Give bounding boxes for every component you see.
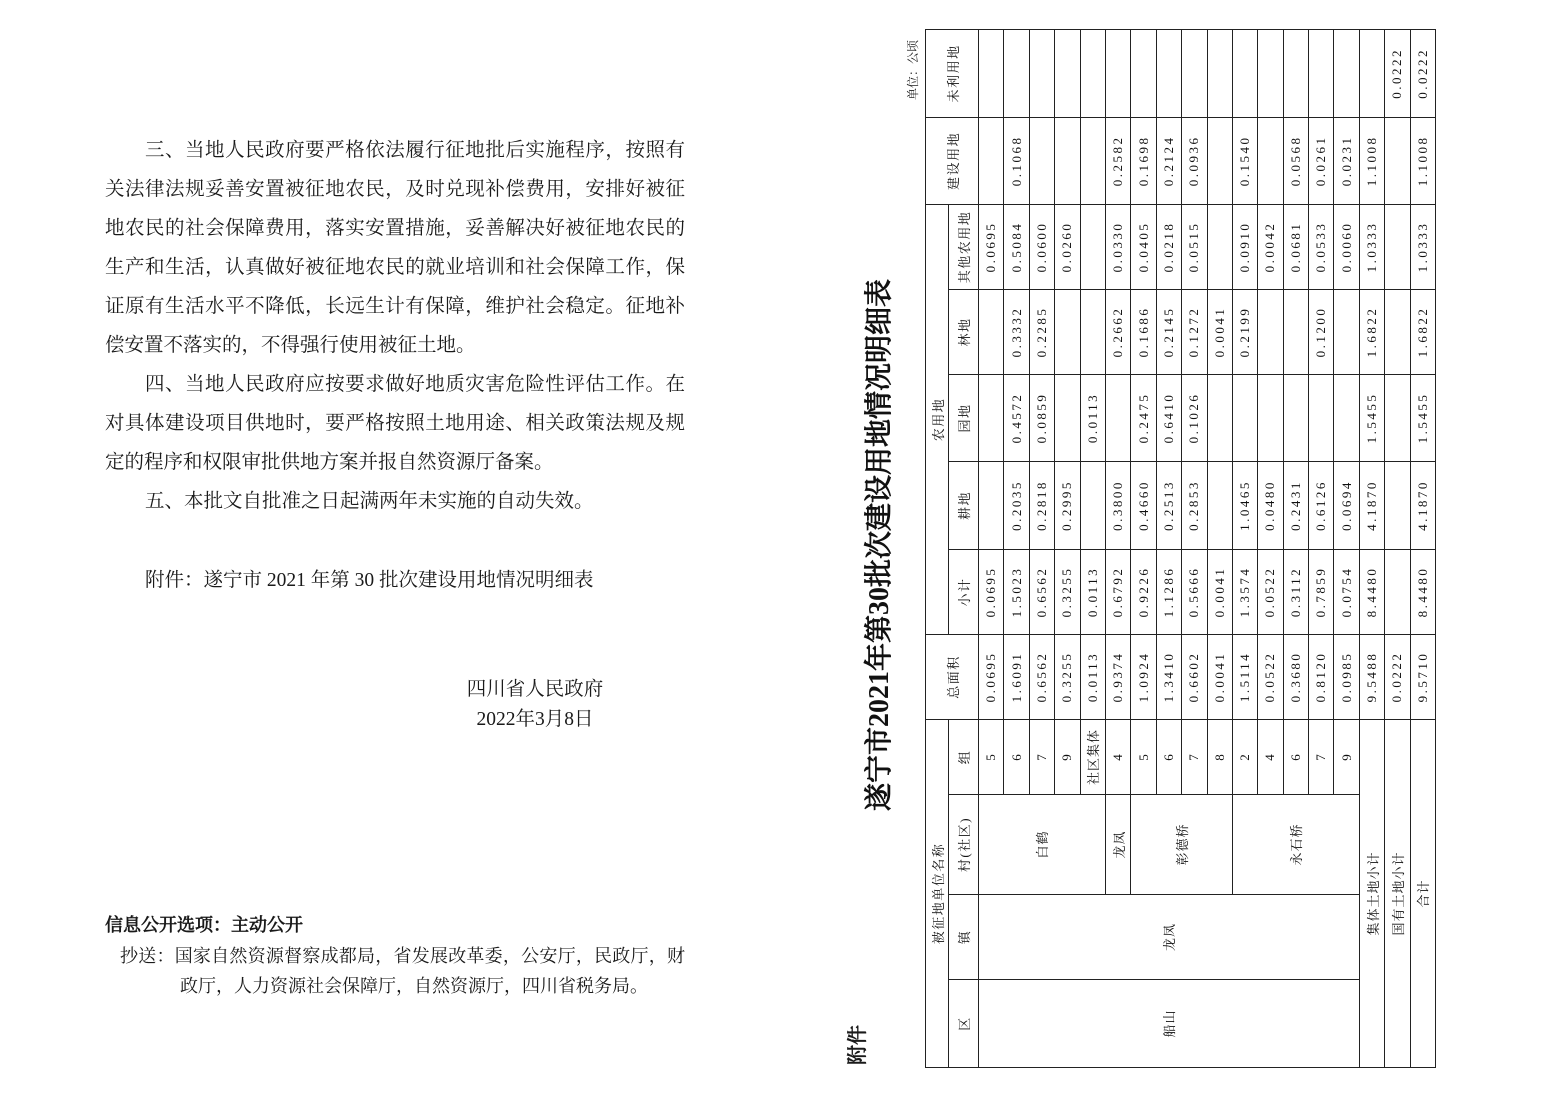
forest-cell: [979, 289, 1004, 374]
land-use-detail-table: [925, 29, 1436, 1068]
cultivated-cell: 0.6126: [1309, 461, 1334, 549]
total-cell: 0.0695: [979, 634, 1004, 719]
cultivated-cell: 4.1870: [1410, 461, 1435, 549]
unused-cell: [1029, 29, 1054, 117]
paragraph-3-line: 证原有生活水平不降低，长远生计有保障，维护社会稳定。征地补: [105, 296, 685, 317]
other-agricultural-cell: 0.0515: [1182, 204, 1207, 289]
forest-cell: [1080, 289, 1105, 374]
summary-label: 合计: [1410, 719, 1435, 1067]
group-cell: 6: [1156, 719, 1181, 794]
total-cell: 0.0522: [1258, 634, 1283, 719]
construction-cell: [1080, 117, 1105, 204]
group-cell: 2: [1232, 719, 1257, 794]
forest-cell: [1283, 289, 1308, 374]
forest-cell: 1.6822: [1359, 289, 1384, 374]
unused-cell: [1156, 29, 1181, 117]
garden-cell: 1.5455: [1359, 374, 1384, 461]
cultivated-cell: 0.3800: [1105, 461, 1130, 549]
garden-cell: [1207, 374, 1232, 461]
other-agricultural-cell: [1080, 204, 1105, 289]
construction-cell: 0.0936: [1182, 117, 1207, 204]
construction-cell: 0.1540: [1232, 117, 1257, 204]
construction-cell: [1385, 117, 1410, 204]
forest-cell: 1.6822: [1410, 289, 1435, 374]
unused-cell: [1004, 29, 1029, 117]
paragraph-3-line: 地农民的社会保障费用，落实安置措施，妥善解决好被征地农民的: [105, 218, 685, 239]
issuer-name: 四川省人民政府: [466, 679, 604, 700]
garden-cell: 1.5455: [1410, 374, 1435, 461]
other-agricultural-cell: 0.0681: [1283, 204, 1308, 289]
summary-row: [1410, 29, 1435, 1067]
paragraph-3-line: 关法律法规妥善安置被征地农民，及时兑现补偿费用，安排好被征: [105, 179, 685, 200]
header-agricultural-land: 农用地: [926, 204, 949, 634]
garden-cell: [1232, 374, 1257, 461]
total-cell: 0.9374: [1105, 634, 1130, 719]
total-cell: 1.5114: [1232, 634, 1257, 719]
subtotal-cell: 0.5666: [1182, 549, 1207, 634]
group-cell: 5: [979, 719, 1004, 794]
construction-cell: [979, 117, 1004, 204]
unused-cell: [1334, 29, 1359, 117]
total-cell: 1.3410: [1156, 634, 1181, 719]
total-cell: 0.6562: [1029, 634, 1054, 719]
unused-cell: [979, 29, 1004, 117]
other-agricultural-cell: 1.0333: [1359, 204, 1384, 289]
cc-line: 抄送：国家自然资源督察成都局，省发展改革委，公安厅，民政厅，财: [120, 946, 685, 966]
header-district: 区: [949, 980, 979, 1068]
subtotal-cell: 0.0113: [1080, 549, 1105, 634]
total-cell: 0.8120: [1309, 634, 1334, 719]
summary-row: [1385, 29, 1410, 1067]
summary-label: 国有土地小计: [1385, 719, 1410, 1067]
garden-cell: 0.6410: [1156, 374, 1181, 461]
cultivated-cell: 0.2818: [1029, 461, 1054, 549]
subtotal-cell: 0.0522: [1258, 549, 1283, 634]
total-cell: 0.0041: [1207, 634, 1232, 719]
subtotal-cell: 0.0041: [1207, 549, 1232, 634]
other-agricultural-cell: 0.0042: [1258, 204, 1283, 289]
cultivated-cell: 0.0694: [1334, 461, 1359, 549]
other-agricultural-cell: 1.0333: [1410, 204, 1435, 289]
town-cell: 龙凤: [979, 895, 1360, 980]
forest-cell: 0.2199: [1232, 289, 1257, 374]
unused-cell: [1207, 29, 1232, 117]
group-cell: 8: [1207, 719, 1232, 794]
paragraph-3-line: 生产和生活，认真做好被征地农民的就业培训和社会保障工作，保: [105, 257, 685, 278]
annex-table-wrapper: [925, 30, 1435, 1068]
other-agricultural-cell: 0.0060: [1334, 204, 1359, 289]
header-unused-land: 未利用地: [926, 29, 979, 117]
garden-cell: 0.0859: [1029, 374, 1054, 461]
garden-cell: 0.0113: [1080, 374, 1105, 461]
group-cell: 6: [1004, 719, 1029, 794]
header-total-area: 总面积: [926, 634, 979, 719]
group-cell: 6: [1283, 719, 1308, 794]
group-cell: 9: [1055, 719, 1080, 794]
header-village: 村(社区): [949, 795, 979, 895]
other-agricultural-cell: [1207, 204, 1232, 289]
header-subtotal: 小计: [949, 549, 979, 634]
header-group: 组: [949, 719, 979, 794]
cultivated-cell: [1207, 461, 1232, 549]
other-agricultural-cell: 0.5084: [1004, 204, 1029, 289]
forest-cell: 0.2662: [1105, 289, 1130, 374]
other-agricultural-cell: 0.0330: [1105, 204, 1130, 289]
other-agricultural-cell: [1385, 204, 1410, 289]
subtotal-cell: 8.4480: [1359, 549, 1384, 634]
other-agricultural-cell: 0.0533: [1309, 204, 1334, 289]
paragraph-4-line: 四、当地人民政府应按要求做好地质灾害危险性评估工作。在: [145, 374, 685, 395]
total-cell: 0.0113: [1080, 634, 1105, 719]
disclosure-option: 信息公开选项：主动公开: [105, 915, 303, 935]
table-header: [926, 29, 979, 1067]
garden-cell: [1309, 374, 1334, 461]
header-row: [926, 29, 949, 1067]
group-cell: 7: [1029, 719, 1054, 794]
forest-cell: 0.1686: [1131, 289, 1156, 374]
construction-cell: [1029, 117, 1054, 204]
unused-cell: [1283, 29, 1308, 117]
construction-cell: 0.2124: [1156, 117, 1181, 204]
other-agricultural-cell: 0.0695: [979, 204, 1004, 289]
cultivated-cell: 4.1870: [1359, 461, 1384, 549]
cultivated-cell: [1385, 461, 1410, 549]
construction-cell: 0.1068: [1004, 117, 1029, 204]
cultivated-cell: 0.2513: [1156, 461, 1181, 549]
construction-cell: 1.1008: [1359, 117, 1384, 204]
other-agricultural-cell: 0.0910: [1232, 204, 1257, 289]
total-cell: 0.3255: [1055, 634, 1080, 719]
subtotal-cell: 0.0754: [1334, 549, 1359, 634]
subtotal-cell: [1385, 549, 1410, 634]
forest-cell: [1055, 289, 1080, 374]
unused-cell: [1309, 29, 1334, 117]
construction-cell: 0.2582: [1105, 117, 1130, 204]
unused-cell: 0.0222: [1410, 29, 1435, 117]
total-cell: 0.3680: [1283, 634, 1308, 719]
construction-cell: [1207, 117, 1232, 204]
paragraph-5-line: 五、本批文自批准之日起满两年未实施的自动失效。: [145, 491, 594, 512]
group-cell: 7: [1182, 719, 1207, 794]
construction-cell: 1.1008: [1410, 117, 1435, 204]
cc-line: 政厅，人力资源社会保障厅，自然资源厅，四川省税务局。: [180, 976, 648, 996]
cultivated-cell: 0.2431: [1283, 461, 1308, 549]
group-cell: 社区集体: [1080, 719, 1105, 794]
unused-cell: [1359, 29, 1384, 117]
forest-cell: [1258, 289, 1283, 374]
forest-cell: 0.3332: [1004, 289, 1029, 374]
other-agricultural-cell: 0.0600: [1029, 204, 1054, 289]
garden-cell: 0.4572: [1004, 374, 1029, 461]
forest-cell: [1385, 289, 1410, 374]
forest-cell: 0.2285: [1029, 289, 1054, 374]
total-cell: 0.0222: [1385, 634, 1410, 719]
construction-cell: 0.1698: [1131, 117, 1156, 204]
total-cell: 9.5710: [1410, 634, 1435, 719]
subtotal-cell: 0.6792: [1105, 549, 1130, 634]
subtotal-cell: 0.0695: [979, 549, 1004, 634]
subtotal-cell: 8.4480: [1410, 549, 1435, 634]
letter-body: [105, 131, 685, 521]
summary-label: 集体土地小计: [1359, 719, 1384, 1067]
garden-cell: [1105, 374, 1130, 461]
village-cell: 永石桥: [1232, 795, 1359, 895]
construction-cell: [1055, 117, 1080, 204]
header-forest-land: 林地: [949, 289, 979, 374]
total-cell: 1.0924: [1131, 634, 1156, 719]
cultivated-cell: [979, 461, 1004, 549]
header-town: 镇: [949, 895, 979, 980]
other-agricultural-cell: 0.0260: [1055, 204, 1080, 289]
annex-title: 遂宁市2021年第30批次建设用地情况明细表: [864, 279, 895, 812]
district-cell: 船山: [979, 980, 1360, 1068]
subtotal-cell: 0.3112: [1283, 549, 1308, 634]
subtotal-cell: 0.9226: [1131, 549, 1156, 634]
cultivated-cell: 1.0465: [1232, 461, 1257, 549]
unused-cell: [1080, 29, 1105, 117]
subtotal-cell: 1.3574: [1232, 549, 1257, 634]
cultivated-cell: 0.2853: [1182, 461, 1207, 549]
group-cell: 4: [1258, 719, 1283, 794]
subtotal-cell: 0.6562: [1029, 549, 1054, 634]
construction-cell: 0.0231: [1334, 117, 1359, 204]
group-cell: 7: [1309, 719, 1334, 794]
cultivated-cell: 0.2995: [1055, 461, 1080, 549]
cultivated-cell: 0.2035: [1004, 461, 1029, 549]
garden-cell: [1055, 374, 1080, 461]
forest-cell: 0.2145: [1156, 289, 1181, 374]
garden-cell: [1258, 374, 1283, 461]
cultivated-cell: 0.4660: [1131, 461, 1156, 549]
unused-cell: [1105, 29, 1130, 117]
annex-label: 附件: [847, 1025, 869, 1065]
forest-cell: 0.1272: [1182, 289, 1207, 374]
subtotal-cell: 1.5023: [1004, 549, 1029, 634]
subtotal-cell: 1.1286: [1156, 549, 1181, 634]
attachment-note: 附件：遂宁市 2021 年第 30 批次建设用地情况明细表: [145, 570, 594, 591]
total-cell: 1.6091: [1004, 634, 1029, 719]
unused-cell: [1182, 29, 1207, 117]
construction-cell: 0.0261: [1309, 117, 1334, 204]
header-cultivated-land: 耕地: [949, 461, 979, 549]
forest-cell: [1334, 289, 1359, 374]
garden-cell: [979, 374, 1004, 461]
construction-cell: 0.0568: [1283, 117, 1308, 204]
village-cell: 彰德桥: [1131, 795, 1233, 895]
header-garden-land: 园地: [949, 374, 979, 461]
unused-cell: [1258, 29, 1283, 117]
group-cell: 4: [1105, 719, 1130, 794]
paragraph-3-line: 偿安置不落实的，不得强行使用被征土地。: [105, 335, 476, 356]
cultivated-cell: [1080, 461, 1105, 549]
table-body: [979, 29, 1436, 1067]
garden-cell: [1334, 374, 1359, 461]
paragraph-3-line: 三、当地人民政府要严格依法履行征地批后实施程序，按照有: [145, 140, 685, 161]
village-cell: 龙凤: [1105, 795, 1130, 895]
header-construction-land: 建设用地: [926, 117, 979, 204]
garden-cell: [1283, 374, 1308, 461]
garden-cell: 0.2475: [1131, 374, 1156, 461]
total-cell: 0.0985: [1334, 634, 1359, 719]
forest-cell: 0.0041: [1207, 289, 1232, 374]
group-cell: 5: [1131, 719, 1156, 794]
garden-cell: 0.1026: [1182, 374, 1207, 461]
total-cell: 0.6602: [1182, 634, 1207, 719]
cultivated-cell: 0.0480: [1258, 461, 1283, 549]
unused-cell: [1131, 29, 1156, 117]
issue-date: 2022年3月8日: [476, 709, 594, 730]
unit-label: 单位：公顷: [906, 40, 920, 101]
table-row: [979, 29, 1004, 1067]
unused-cell: [1055, 29, 1080, 117]
forest-cell: 0.1200: [1309, 289, 1334, 374]
village-cell: 白鹤: [979, 795, 1106, 895]
garden-cell: [1385, 374, 1410, 461]
other-agricultural-cell: 0.0405: [1131, 204, 1156, 289]
paragraph-4-line: 对具体建设项目供地时，要严格按照土地用途、相关政策法规及规: [105, 413, 685, 434]
subtotal-cell: 0.7859: [1309, 549, 1334, 634]
total-cell: 9.5488: [1359, 634, 1384, 719]
signature-block: [440, 675, 630, 735]
unused-cell: 0.0222: [1385, 29, 1410, 117]
subtotal-cell: 0.3255: [1055, 549, 1080, 634]
summary-row: [1359, 29, 1384, 1067]
group-cell: 9: [1334, 719, 1359, 794]
paragraph-4-line: 定的程序和权限审批供地方案并报自然资源厅备案。: [105, 452, 554, 473]
header-unit-name: 被征地单位名称: [926, 719, 949, 1067]
construction-cell: [1258, 117, 1283, 204]
header-other-agricultural-land: 其他农用地: [949, 204, 979, 289]
unused-cell: [1232, 29, 1257, 117]
other-agricultural-cell: 0.0218: [1156, 204, 1181, 289]
